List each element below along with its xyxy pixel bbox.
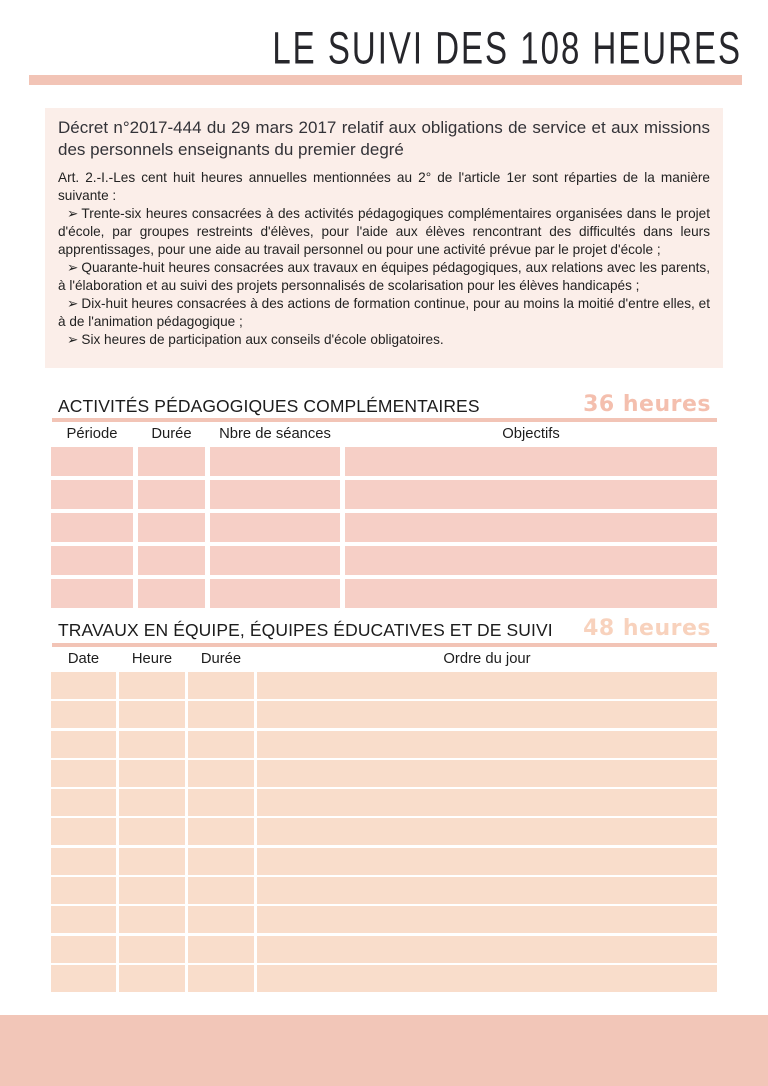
page-title: LE SUIVI DES 108 HEURES [272,22,742,74]
empty-form-cell [119,877,185,904]
empty-form-cell [257,701,717,728]
empty-form-cell [345,513,717,542]
decree-bullet [58,259,710,295]
empty-form-cell [51,848,116,875]
column-header: Durée [151,426,192,442]
decree-heading: Décret n°2017-444 du 29 mars 2017 relatif aux obligations de service et aux missions des personnels enseignants du premier degré [58,118,710,159]
empty-form-cell [51,760,116,787]
empty-form-cell [51,818,116,845]
title-underline-bar [29,75,742,85]
decree-bullet [58,331,710,349]
empty-form-cell [210,513,340,542]
table-travaux-equipe [51,651,717,992]
empty-form-cell [119,965,185,992]
empty-form-cell [210,579,340,608]
empty-form-cell [51,579,133,608]
decree-bullet-text: Dix-huit heures consacrées à des actions de formation continue, pour au moins la moitié d'entre elles, et à de l'animation pédagogique ; [58,296,710,329]
empty-form-cell [119,906,185,933]
section-header-apc [51,392,717,417]
empty-form-cell [51,965,116,992]
empty-form-cell [188,672,254,699]
empty-form-cell [138,513,205,542]
column-header: Durée [200,651,242,667]
empty-form-cell [257,731,717,758]
section-title-apc: ACTIVITÉS PÉDAGOGIQUES COMPLÉMENTAIRES [58,396,480,416]
empty-form-cell [51,513,133,542]
column-header: Objectifs [502,426,560,442]
empty-form-cell [257,848,717,875]
empty-form-cell [119,760,185,787]
column-header: Nbre de séances [219,426,331,442]
section-hours-travaux: 48 heures [583,616,711,641]
table-body [51,672,717,992]
empty-form-cell [257,936,717,963]
empty-form-cell [188,906,254,933]
empty-form-cell [345,546,717,575]
empty-form-cell [51,731,116,758]
column-header: Heure [131,651,173,667]
empty-form-cell [51,480,133,509]
empty-form-cell [210,546,340,575]
empty-form-cell [51,789,116,816]
empty-form-cell [188,731,254,758]
empty-form-cell [188,760,254,787]
empty-form-cell [210,447,340,476]
section-hours-apc: 36 heures [583,392,711,417]
table-header-row [51,426,717,447]
empty-form-cell [345,579,717,608]
decree-intro: Art. 2.-I.-Les cent huit heures annuelles mentionnées au 2° de l'article 1er sont réparties de la manière suivante : [58,170,710,203]
empty-form-cell [138,480,205,509]
empty-form-cell [257,877,717,904]
empty-form-cell [51,672,116,699]
empty-form-cell [119,936,185,963]
empty-form-cell [51,936,116,963]
empty-form-cell [188,936,254,963]
column-header: Période [66,426,118,442]
empty-form-cell [257,818,717,845]
section-title-travaux: TRAVAUX EN ÉQUIPE, ÉQUIPES ÉDUCATIVES ET DE SUIVI [58,620,553,640]
decree-bullet-text: Trente-six heures consacrées à des activités pédagogiques complémentaires organisées dans le projet d'école, par groupes restreints d'élèves, pour l'aide aux élèves rencontrant des difficultés dans leurs apprentissages, pour une aide au travail personnel ou pour une activité prévue par le projet d'école ; [58,206,710,257]
empty-form-cell [188,701,254,728]
empty-form-cell [188,877,254,904]
empty-form-cell [119,672,185,699]
empty-form-cell [138,546,205,575]
empty-form-cell [119,789,185,816]
section-header-travaux [51,616,717,641]
column-header: Ordre du jour [443,651,531,667]
empty-form-cell [188,965,254,992]
empty-form-cell [51,877,116,904]
empty-form-cell [188,848,254,875]
empty-form-cell [345,447,717,476]
empty-form-cell [188,818,254,845]
arrow-bullet-icon: ➢ [67,296,82,311]
table-activites-pedagogiques [51,426,717,608]
empty-form-cell [257,965,717,992]
empty-form-cell [138,579,205,608]
empty-form-cell [51,546,133,575]
empty-form-cell [119,818,185,845]
table-header-row [51,651,717,672]
empty-form-cell [210,480,340,509]
empty-form-cell [51,701,116,728]
empty-form-cell [138,447,205,476]
empty-form-cell [119,701,185,728]
empty-form-cell [345,480,717,509]
decree-body [58,169,710,349]
decree-bullet-text: Six heures de participation aux conseils d'école obligatoires. [81,332,444,347]
decree-info-box [45,108,723,368]
empty-form-cell [51,447,133,476]
section-underline [52,418,717,422]
table-body [51,447,717,608]
empty-form-cell [257,789,717,816]
arrow-bullet-icon: ➢ [67,260,82,275]
empty-form-cell [188,789,254,816]
empty-form-cell [119,848,185,875]
empty-form-cell [257,760,717,787]
arrow-bullet-icon: ➢ [67,332,82,347]
empty-form-cell [51,906,116,933]
empty-form-cell [257,906,717,933]
empty-form-cell [119,731,185,758]
section-underline [52,643,717,647]
footer-accent-bar [0,1015,768,1086]
decree-bullet [58,205,710,259]
decree-bullet-text: Quarante-huit heures consacrées aux travaux en équipes pédagogiques, aux relations avec les parents, à l'élaboration et au suivi des projets personnalisés de scolarisation pour les élèves handicapés ; [58,260,710,293]
arrow-bullet-icon: ➢ [67,206,82,221]
empty-form-cell [257,672,717,699]
decree-bullet [58,295,710,331]
column-header: Date [67,651,100,667]
